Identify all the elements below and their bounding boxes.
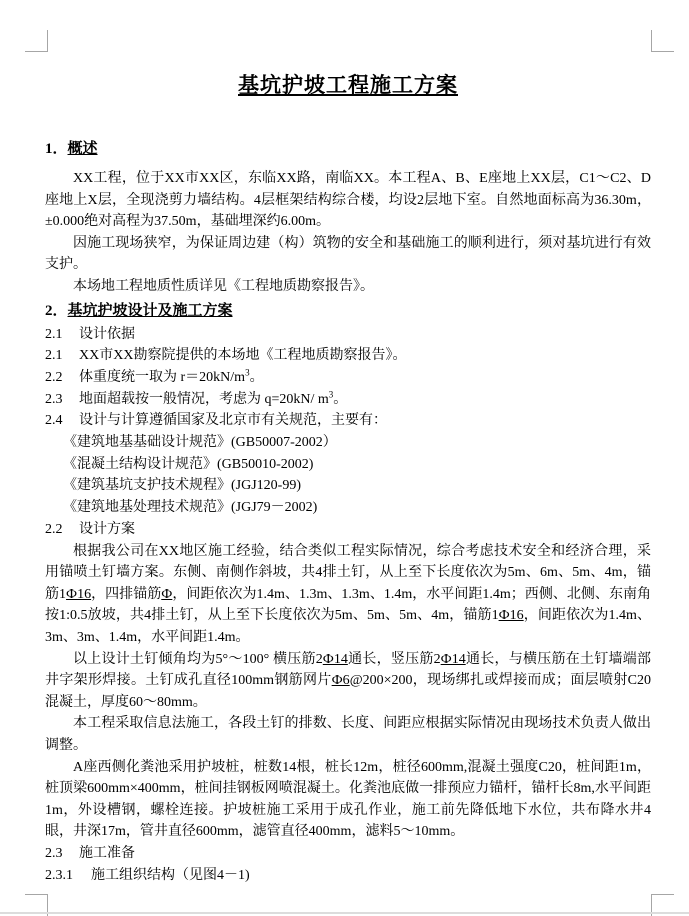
text-segment: 。 — [333, 391, 348, 407]
rebar-spec: Ф14 — [440, 651, 466, 667]
heading-design-construction — [45, 300, 651, 322]
list-item-org-structure — [45, 865, 651, 887]
list-item-design-basis — [45, 324, 651, 346]
item-number: 2.2 — [45, 521, 63, 537]
list-item-surcharge — [45, 389, 651, 411]
list-item-construction-prep — [45, 843, 651, 865]
item-text: 设计依据 — [79, 326, 135, 342]
item-number: 2.3.1 — [45, 867, 73, 883]
paragraph-soil-nail-scheme — [45, 541, 651, 649]
item-text: 施工准备 — [79, 845, 135, 861]
text-segment: 体重度统一取为 r＝20kN/m — [79, 369, 246, 385]
page-bottom-edge — [0, 912, 689, 914]
rebar-spec: Ф16 — [498, 608, 524, 624]
item-number: 2.3 — [45, 845, 63, 861]
heading-overview — [45, 138, 651, 160]
document-content — [45, 0, 651, 886]
text-segment: 根据我公司在XX地区施工经验，结合类似工程实际情况，综合考虑技术安全和经济合理，采用锚喷土钉墙方案。东侧、南侧作斜坡，共4排土钉，从上至下长度依次为5m、6m、5m、4m，锚筋1 — [45, 543, 651, 602]
superscript: 3 — [245, 367, 250, 378]
heading-overview-number: 1． — [45, 141, 68, 157]
rebar-spec: Ф14 — [322, 651, 348, 667]
item-text: XX市XX勘察院提供的本场地《工程地质勘察报告》。 — [79, 348, 407, 364]
rebar-spec: Ф16 — [66, 586, 92, 602]
item-number: 2.1 — [45, 326, 63, 342]
item-text — [79, 389, 651, 411]
item-text — [79, 367, 651, 389]
item-text: 设计与计算遵循国家及北京市有关规范，主要有： — [79, 413, 387, 429]
heading-design-label: 基坑护坡设计及施工方案 — [67, 302, 233, 319]
heading-overview-label: 概述 — [67, 141, 98, 157]
text-segment: 地面超载按一般情况，考虑为 q=20kN/ m — [79, 391, 329, 407]
reference-item: 《混凝土结构设计规范》(GB50010-2002) — [63, 456, 314, 472]
page-title: 基坑护坡工程施工方案 — [238, 73, 458, 97]
text-segment: 。 — [249, 369, 264, 385]
text-segment: 以上设计土钉倾角均为5°～100° 横压筋2 — [73, 651, 323, 667]
paragraph-project-overview: XX工程，位于XX市XX区，东临XX路，南临XX。本工程A、B、E座地上XX层，C1～C2、D座地上X层，全现浇剪力墙结构。4层框架结构综合楼，均设2层地下室。自然地面标高为36.30m，±0.000绝对高程为37.50m，基础埋深约6.00m。 — [45, 171, 651, 230]
item-number: 2.1 — [45, 348, 63, 364]
item-number: 2.4 — [45, 413, 63, 429]
text-segment: ，间距依次为1.4m、1.3m、1.3m、1.4m，水平间距1.4m；西侧、北侧、东南角按1:0.5放坡，共4排土钉，从上至下长度依次为5m、5m、5m、4m，锚筋1 — [45, 586, 652, 624]
rebar-spec: Ф — [161, 586, 173, 602]
rebar-spec: Ф6 — [331, 673, 350, 689]
reference-item: 《建筑地基处理技术规范》(JGJ79－2002) — [63, 500, 318, 516]
list-item-geo-report — [45, 345, 651, 367]
superscript: 3 — [328, 389, 334, 400]
item-number: 2.3 — [45, 391, 63, 407]
item-text: 设计方案 — [79, 521, 135, 537]
reference-list — [63, 432, 651, 519]
paragraph-support-need: 因施工现场狭窄，为保证周边建（构）筑物的安全和基础施工的顺利进行，须对基坑进行有效支护。 — [45, 235, 651, 273]
text-segment: @200×200，现场绑扎或焊接而成；面层喷射C20混凝土，厚度60～80mm。 — [45, 673, 651, 710]
text-segment: ，四排锚筋 — [91, 586, 162, 602]
heading-design-number: 2． — [45, 302, 68, 319]
reference-item: 《建筑基坑支护技术规程》(JGJ120-99) — [63, 478, 301, 494]
item-text: 施工组织结构（见图4－1) — [91, 867, 250, 883]
text-segment: ，间距依次为1.4m、3m、3m、1.4m，水平间距1.4m。 — [45, 608, 651, 645]
list-item-design-scheme — [45, 519, 651, 541]
item-number: 2.2 — [45, 369, 63, 385]
paragraph-protection-piles: A座西侧化粪池采用护坡桩，桩数14根，桩长12m，桩径600mm,混凝土强度C20，桩间距1m，桩顶梁600mm×400mm，桩间挂钢板网喷混凝土。化粪池底做一排预应力锚杆，锚杆长8m,水平间距1m，外设槽钢，螺栓连接。护坡桩施工采用于成孔作业，施工前先降低地下水位，共布降水井4眼，井深17m，管井直径600mm，滤管直径400mm，滤料5～10mm。 — [45, 759, 651, 840]
paragraph-information-method: 本工程采取信息法施工，各段土钉的排数、长度、间距应根据实际情况由现场技术负责人做出调整。 — [45, 716, 651, 753]
list-item-unit-weight — [45, 367, 651, 389]
crop-mark-top-right-icon — [651, 30, 674, 52]
reference-item: 《建筑地基基础设计规范》(GB50007-2002） — [63, 435, 337, 451]
paragraph-geology-report: 本场地工程地质性质详见《工程地质勘察报告》。 — [73, 278, 374, 294]
text-segment: 通长，与横压筋在土钉墙端部井字架形焊接。土钉成孔直径100mm钢筋网片 — [45, 651, 652, 689]
paragraph-nail-details — [45, 649, 651, 714]
list-item-codes — [45, 410, 651, 432]
text-segment: 通长，竖压筋2 — [347, 651, 441, 667]
